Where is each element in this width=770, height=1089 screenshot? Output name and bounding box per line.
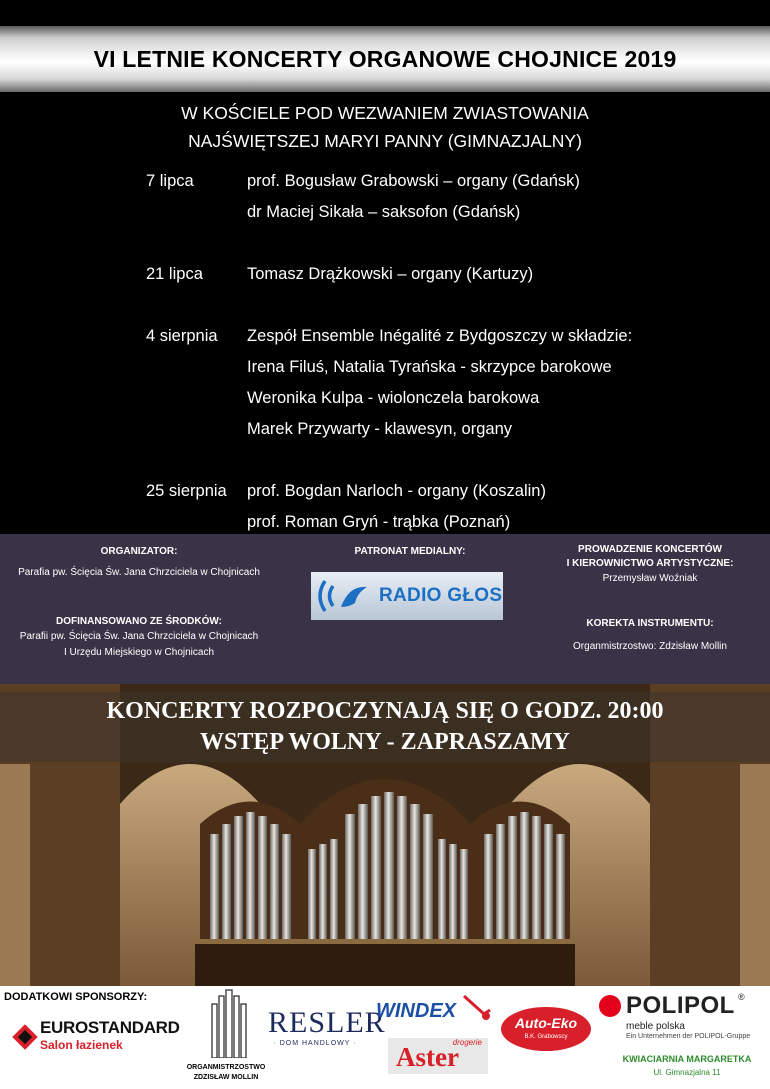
eurostandard-sub: Salon łazienek [40, 1038, 123, 1052]
autoeko-sub: B.K. Grabowscy [524, 1034, 568, 1040]
cta-band [0, 692, 770, 762]
mollin-line-1: ORGANMISTRZOSTWO [186, 1064, 266, 1071]
concert-performer: Tomasz Drążkowski – organy (Kartuzy) [247, 265, 534, 283]
venue-line-1: W KOŚCIELE POD WEZWANIEM ZWIASTOWANIA [181, 103, 589, 123]
eurostandard-name: EUROSTANDARD [40, 1018, 180, 1037]
polipol-registered: ® [738, 992, 745, 1002]
resler-sub: · DOM HANDLOWY · [273, 1040, 357, 1047]
media-block [300, 545, 520, 559]
concert-item [146, 321, 746, 445]
concert-performer: Marek Przywarty - klawesyn, organy [247, 420, 512, 438]
organizer-name: Parafia pw. Ścięcia Św. Jana Chrzciciela w Chojnicach [18, 567, 260, 578]
kwiaciarnia-logo [612, 1054, 762, 1077]
concert-item [146, 259, 746, 290]
concert-item [146, 166, 746, 228]
concert-performer: prof. Bogusław Grabowski – organy (Gdańsk) [247, 172, 580, 190]
organizer-block [0, 545, 278, 581]
concert-date: 7 lipca [146, 172, 194, 190]
artistic-block [530, 543, 770, 587]
radio-logo-text: RADIO GŁOS [379, 585, 503, 606]
poster-title: VI LETNIE KONCERTY ORGANOWE CHOJNICE 2019 [93, 45, 677, 72]
concert-performer: dr Maciej Sikała – saksofon (Gdańsk) [247, 203, 521, 221]
radio-waves-icon [311, 573, 371, 619]
concert-performer: Zespół Ensemble Inégalité z Bydgoszczy w składzie: [247, 327, 633, 345]
cta-free-entry: WSTĘP WOLNY - ZAPRASZAMY [199, 729, 571, 755]
funding-line-2: I Urzędu Miejskiego w Chojnicach [63, 647, 215, 658]
polipol-dot-icon [598, 994, 622, 1018]
resler-logo [268, 1006, 386, 1056]
venue-line-2: NAJŚWIĘTSZEJ MARYI PANNY (GIMNAZJALNY) [188, 131, 582, 151]
aster-logo [388, 1038, 488, 1074]
concert-date: 21 lipca [146, 265, 203, 283]
eurostandard-diamond-icon [10, 1022, 40, 1052]
resler-name: RESLER [268, 1006, 386, 1039]
organ-pipes-icon [210, 988, 250, 1058]
autoeko-logo [500, 1006, 592, 1054]
tuning-name: Organmistrzostwo: Zdzisław Mollin [573, 641, 727, 652]
artistic-heading-2: I KIEROWNICTWO ARTYSTYCZNE: [566, 558, 734, 569]
funding-heading: DOFINANSOWANO ZE ŚRODKÓW: [56, 616, 222, 627]
tuning-block [530, 617, 770, 655]
concert-date: 25 sierpnia [146, 482, 227, 500]
autoeko-name: Auto-Eko [514, 1015, 578, 1031]
concert-list [146, 166, 746, 569]
concert-performer: prof. Bogdan Narloch - organy (Koszalin) [247, 482, 546, 500]
funding-block [0, 615, 278, 661]
eurostandard-logo [10, 1018, 180, 1058]
kwiaciarnia-name: KWIACIARNIA MARGARETKA [622, 1054, 752, 1064]
organizer-heading: ORGANIZATOR: [100, 546, 178, 557]
funding-line-1: Parafii pw. Ścięcia Św. Jana Chrzciciela w Chojnicach [19, 631, 259, 642]
concert-performer: prof. Roman Gryń - trąbka (Poznań) [247, 513, 511, 531]
polipol-sub-1: meble polska [626, 1021, 685, 1032]
concert-performer: Irena Filuś, Natalia Tyrańska - skrzypce barokowe [247, 358, 612, 376]
polipol-name: POLIPOL [626, 992, 735, 1019]
sponsors-label: DODATKOWI SPONSORZY: [4, 991, 148, 1003]
mollin-logo [186, 988, 264, 1086]
media-heading: PATRONAT MEDIALNY: [354, 546, 466, 557]
artistic-name: Przemysław Woźniak [602, 573, 698, 584]
concert-date: 4 sierpnia [146, 327, 218, 345]
kwiaciarnia-address: Ul. Gimnazjalna 11 [653, 1068, 721, 1077]
venue [0, 99, 770, 155]
concert-performer: Weronika Kulpa - wiolonczela barokowa [247, 389, 540, 407]
mollin-line-2: ZDZISŁAW MOLLIN [193, 1074, 259, 1081]
windex-hook-icon [460, 992, 494, 1022]
concert-item [146, 476, 746, 538]
radio-glos-logo [311, 572, 503, 620]
cta-start-time: KONCERTY ROZPOCZYNAJĄ SIĘ O GODZ. 20:00 [106, 698, 664, 724]
artistic-heading-1: PROWADZENIE KONCERTÓW [578, 544, 722, 555]
tuning-heading: KOREKTA INSTRUMENTU: [586, 618, 714, 629]
sponsors-section [0, 986, 770, 1089]
aster-small: drogerie [452, 1038, 482, 1047]
aster-name: Aster [396, 1042, 459, 1072]
polipol-sub-2: Ein Unternehmen der POLIPOL-Gruppe [626, 1033, 751, 1040]
windex-logo [376, 1000, 492, 1034]
polipol-logo [598, 992, 768, 1048]
windex-name: WINDEX [376, 1000, 456, 1022]
title-bar [0, 26, 770, 92]
